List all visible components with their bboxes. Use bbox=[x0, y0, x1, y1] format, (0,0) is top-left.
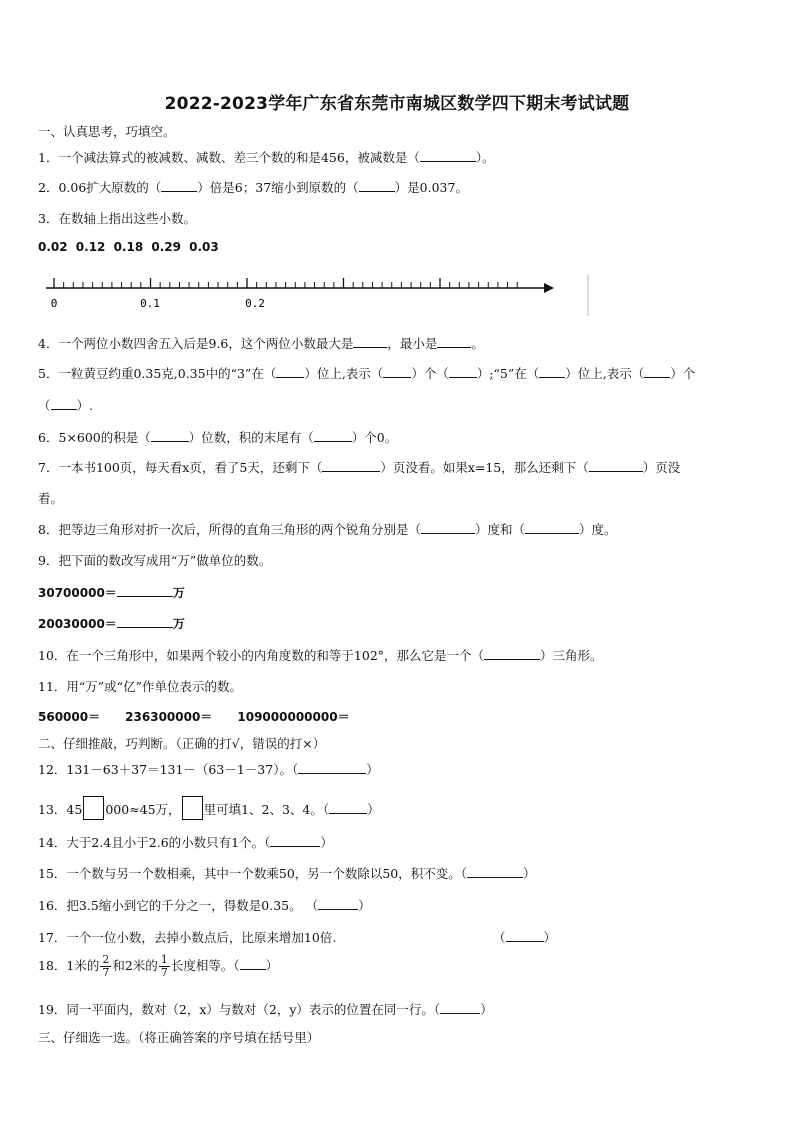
answer-blank[interactable] bbox=[644, 365, 670, 378]
number-line-ticks bbox=[54, 278, 517, 288]
answer-blank[interactable] bbox=[420, 149, 476, 162]
question-9-row-2: 20030000＝ 万 bbox=[38, 617, 185, 631]
question-15: 15．一个数与另一个数相乘，其中一个数乘50，另一个数除以50，积不变。（ ） bbox=[38, 866, 536, 881]
answer-blank[interactable] bbox=[314, 429, 352, 442]
question-17-answer: （ ） bbox=[493, 930, 557, 945]
digit-box bbox=[182, 796, 203, 820]
answer-blank[interactable] bbox=[421, 521, 475, 534]
answer-blank[interactable] bbox=[449, 365, 477, 378]
answer-blank[interactable] bbox=[270, 834, 320, 847]
question-11-row: 560000＝ 236300000＝ 109000000000＝ bbox=[38, 710, 350, 724]
question-3: 3．在数轴上指出这些小数。 bbox=[38, 211, 196, 226]
question-2: 2．0.06扩大原数的（ ）倍是6；37缩小到原数的（ ）是0.037。 bbox=[38, 180, 468, 195]
answer-blank[interactable] bbox=[506, 929, 544, 942]
section-heading-2: 二、仔细推敲，巧判断。（正确的打√，错误的打×） bbox=[38, 736, 326, 751]
question-5: 5．一粒黄豆约重0.35克,0.35中的“3”在（ ）位上,表示（ ）个（ ）;“5”在（ ）位上,表示（ ）个 bbox=[38, 366, 696, 381]
answer-blank[interactable] bbox=[437, 335, 471, 348]
answer-blank[interactable] bbox=[525, 521, 579, 534]
fraction: $\frac{2}{7}$ bbox=[102, 953, 110, 979]
section-heading-3: 三、仔细选一选。（将正确答案的序号填在括号里） bbox=[38, 1030, 320, 1045]
answer-blank[interactable] bbox=[318, 897, 358, 910]
number-line bbox=[40, 272, 600, 320]
question-10: 10．在一个三角形中，如果两个较小的内角度数的和等于102°，那么它是一个（ ）三角形。 bbox=[38, 648, 603, 663]
question-16: 16．把3.5缩小到它的千分之一，得数是0.35。 （ ） bbox=[38, 898, 371, 913]
answer-blank[interactable] bbox=[383, 365, 411, 378]
number-line-arrow bbox=[544, 283, 554, 293]
answer-blank[interactable] bbox=[298, 761, 366, 774]
answer-blank[interactable] bbox=[240, 957, 266, 970]
question-5-cont: （ ）. bbox=[38, 398, 93, 413]
question-14: 14．大于2.4且小于2.6的小数只有1个。（ ） bbox=[38, 835, 333, 850]
answer-blank[interactable] bbox=[589, 459, 643, 472]
decimal-list: 0.02 0.12 0.18 0.29 0.03 bbox=[38, 240, 219, 254]
answer-blank[interactable] bbox=[117, 584, 173, 597]
question-7-cont: 看。 bbox=[38, 491, 64, 506]
answer-blank[interactable] bbox=[276, 365, 304, 378]
answer-blank[interactable] bbox=[440, 1001, 480, 1014]
answer-blank[interactable] bbox=[151, 429, 189, 442]
answer-blank[interactable] bbox=[467, 865, 523, 878]
question-17: 17．一个一位小数，去掉小数点后，比原来增加10倍. bbox=[38, 930, 337, 945]
answer-blank[interactable] bbox=[322, 459, 380, 472]
question-18: 18．1米的 $\frac{2}{7}$ 和2米的 $\frac{1}{7}$ 长度相等。（ ） bbox=[38, 953, 279, 979]
answer-blank[interactable] bbox=[161, 179, 197, 192]
question-13: 13．45 000≈45万， 里可填1、2、3、4。（ ） bbox=[38, 796, 380, 820]
answer-blank[interactable] bbox=[353, 335, 387, 348]
question-7: 7．一本书100页，每天看x页，看了5天，还剩下（ ）页没看。如果x=15，那么还剩下（ ）页没 bbox=[38, 460, 681, 475]
section-heading-1: 一、认真思考，巧填空。 bbox=[38, 124, 176, 139]
answer-blank[interactable] bbox=[51, 397, 77, 410]
answer-blank[interactable] bbox=[329, 801, 367, 814]
answer-blank[interactable] bbox=[117, 615, 173, 628]
fraction: $\frac{1}{7}$ bbox=[160, 953, 168, 979]
number-line-label: 0.2 bbox=[245, 297, 265, 310]
question-9-row-1: 30700000＝ 万 bbox=[38, 586, 185, 600]
question-6: 6．5×600的积是（ ）位数，积的末尾有（ ）个0。 bbox=[38, 430, 398, 445]
question-8: 8．把等边三角形对折一次后，所得的直角三角形的两个锐角分别是（ ）度和（ ）度。 bbox=[38, 522, 617, 537]
answer-blank[interactable] bbox=[539, 365, 565, 378]
question-11: 11．用“万”或“亿”作单位表示的数。 bbox=[38, 679, 242, 694]
question-12: 12．131－63＋37＝131－（63－1－37）。（ ） bbox=[38, 762, 379, 777]
number-line-label: 0.1 bbox=[140, 297, 160, 310]
question-9: 9．把下面的数改写成用“万”做单位的数。 bbox=[38, 553, 272, 568]
page-title: 2022-2023学年广东省东莞市南城区数学四下期末考试试题 bbox=[164, 94, 630, 114]
question-4: 4．一个两位小数四舍五入后是9.6，这个两位小数最大是 ，最小是 。 bbox=[38, 336, 484, 351]
question-1: 1．一个减法算式的被减数、减数、差三个数的和是456，被减数是（ ）。 bbox=[38, 150, 495, 165]
question-19: 19．同一平面内，数对（2，x）与数对（2，y）表示的位置在同一行。（ ） bbox=[38, 1002, 493, 1017]
number-line-label: 0 bbox=[50, 297, 58, 310]
answer-blank[interactable] bbox=[359, 179, 395, 192]
answer-blank[interactable] bbox=[484, 647, 540, 660]
digit-box bbox=[83, 796, 104, 820]
